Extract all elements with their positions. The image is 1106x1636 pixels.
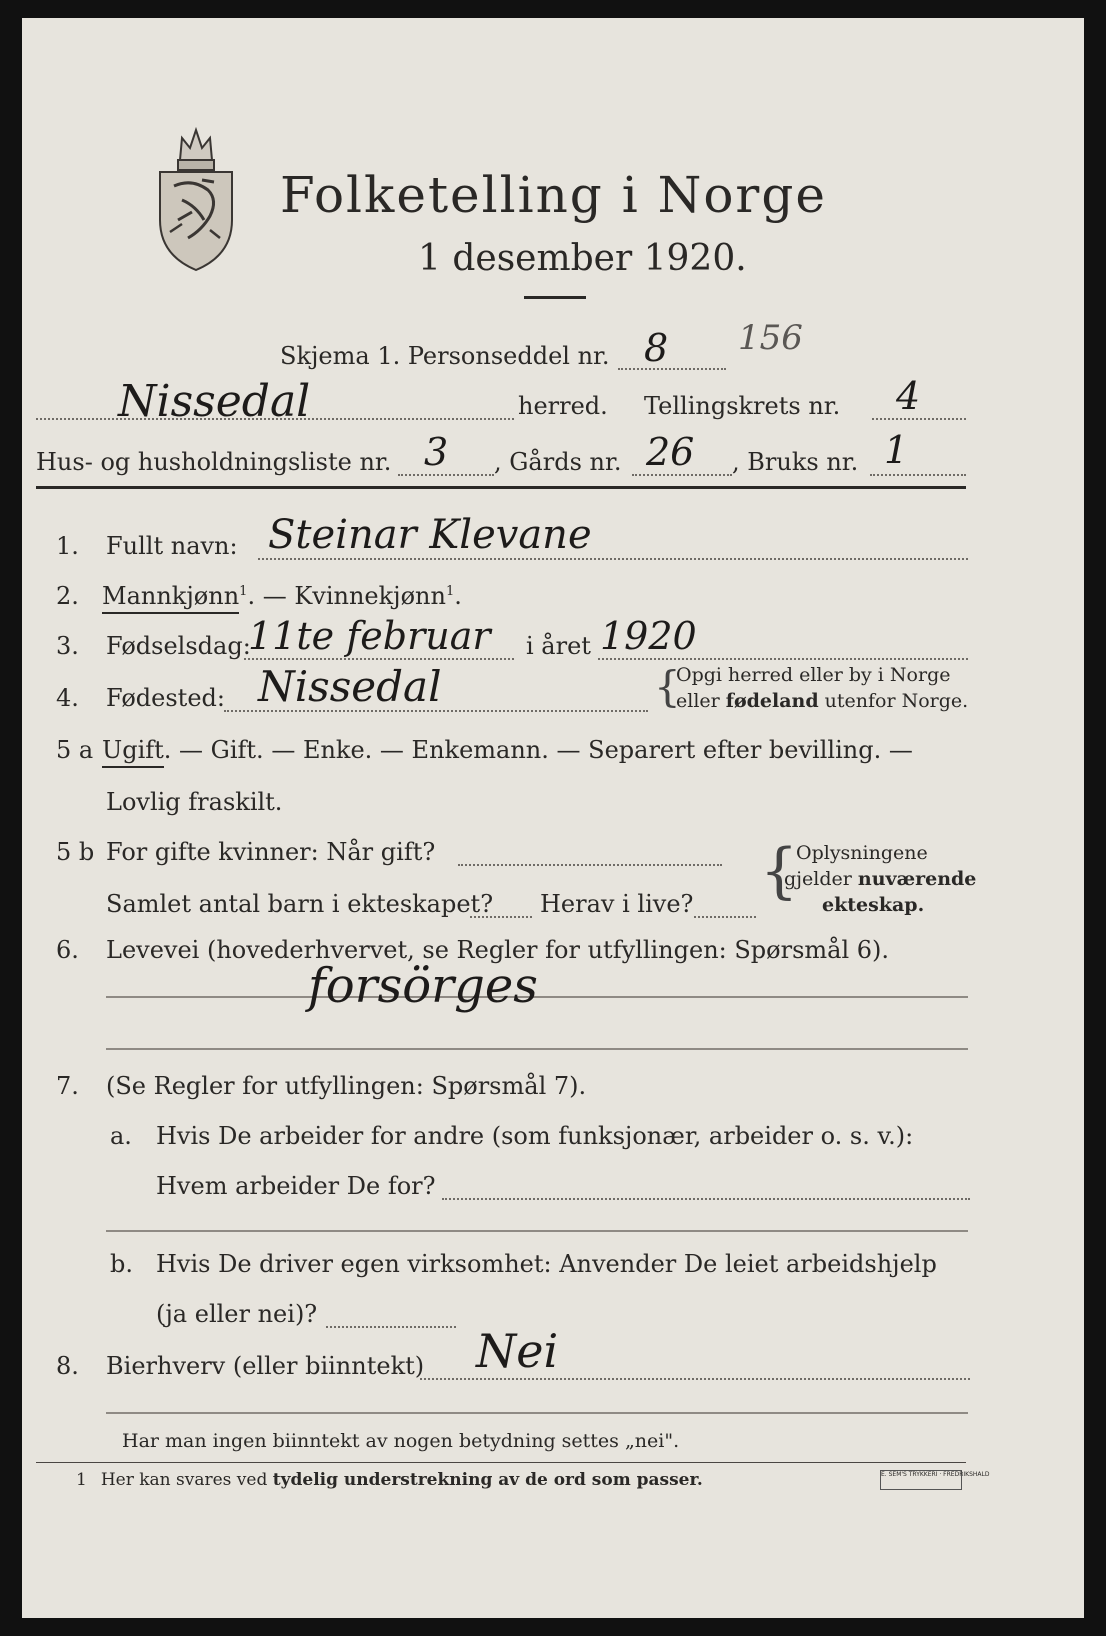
q5b-note-1: Oplysningene [796, 842, 928, 864]
q4-brace: { [654, 662, 681, 711]
antal-barn-line [470, 916, 532, 918]
q5a-number: 5 a [56, 736, 94, 764]
q7b-number: b. [110, 1250, 133, 1278]
q1-full-name[interactable]: Steinar Klevane [268, 512, 592, 558]
q5b-note-2-pre: gjelder [784, 868, 858, 890]
form-title: Folketelling i Norge [280, 166, 827, 224]
gards-label: , Gårds nr. [494, 448, 622, 476]
q5b-note-2-bold: nuværende [857, 868, 977, 890]
gender-separator: . — [247, 582, 295, 610]
birth-year[interactable]: 1920 [600, 614, 697, 658]
printer-stamp: E. SEM'S TRYKKERI · FREDRIKSHALD [880, 1470, 962, 1490]
footnote-ref: 1 [239, 584, 248, 599]
herav-i-live-line [694, 916, 756, 918]
q5b-note-2 [784, 868, 976, 890]
q5a-line2[interactable]: Lovlig fraskilt. [106, 788, 283, 816]
bruks-label: , Bruks nr. [732, 448, 859, 476]
header-rule [36, 486, 966, 489]
footnote-number: 1 [76, 1470, 87, 1490]
q5b-label-1: For gifte kvinner: Når gift? [106, 838, 436, 866]
personseddel-extra: 156 [738, 318, 803, 358]
ugift-option[interactable]: Ugift [102, 736, 164, 768]
q2-number: 2. [56, 582, 79, 610]
q8-line-2 [106, 1412, 968, 1414]
side-income[interactable]: Nei [476, 1324, 559, 1378]
q7b-label: Hvis De driver egen virksomhet: Anvender De leiet arbeidshjelp [156, 1250, 937, 1278]
q6-line-2 [106, 1048, 968, 1050]
skjema-label: Skjema 1. Personseddel nr. [280, 342, 610, 370]
bruks-value[interactable]: 1 [884, 428, 909, 472]
q6-number: 6. [56, 936, 79, 964]
q8-label: Bierhverv (eller biinntekt) [106, 1352, 425, 1380]
occupation[interactable]: forsörges [308, 958, 538, 1014]
q3-label: Fødselsdag: [106, 632, 251, 660]
q5b-label-2: Samlet antal barn i ekteskapet? [106, 890, 494, 918]
herred-label: herred. [518, 392, 608, 420]
q1-number: 1. [56, 532, 79, 560]
q4-number: 4. [56, 684, 79, 712]
gender-end: . [454, 582, 462, 610]
herred-value[interactable]: Nissedal [118, 376, 311, 427]
q3-number: 3. [56, 632, 79, 660]
title-divider [524, 296, 586, 299]
tellingskrets-line [872, 418, 966, 420]
male-option[interactable]: Mannkjønn [102, 582, 239, 614]
q5b-brace: { [760, 836, 799, 906]
q4-note-1: Opgi herred eller by i Norge [676, 664, 951, 686]
personseddel-value[interactable]: 8 [644, 326, 669, 370]
footnote [76, 1470, 703, 1490]
q4-note-2-bold: fødeland [725, 690, 819, 712]
aret-line [598, 658, 968, 660]
q8-number: 8. [56, 1352, 79, 1380]
q5a-status [102, 736, 913, 764]
q7a-label: Hvis De arbeider for andre (som funksjonær, arbeider o. s. v.): [156, 1122, 914, 1150]
census-form-paper [22, 18, 1084, 1618]
q7a-line [442, 1198, 970, 1200]
q7a-line-2 [106, 1230, 968, 1232]
q1-label: Fullt navn: [106, 532, 238, 560]
hus-label: Hus- og husholdningsliste nr. [36, 448, 392, 476]
q7b-line [326, 1326, 456, 1328]
footnote-ref: 1 [445, 584, 455, 599]
aret-label: i året [526, 632, 591, 660]
q6-label: Levevei (hovederhvervet, se Regler for utfyllingen: Spørsmål 6). [106, 936, 890, 964]
q7-label: (Se Regler for utfyllingen: Spørsmål 7). [106, 1072, 587, 1100]
q3-line [244, 658, 514, 660]
personseddel-line [618, 368, 726, 370]
q8-line [420, 1378, 970, 1380]
birth-place[interactable]: Nissedal [258, 662, 442, 711]
q5b-label-3: Herav i live? [540, 890, 694, 918]
q4-note-2-post: utenfor Norge. [818, 690, 969, 712]
q5a-other-options[interactable]: . — Gift. — Enke. — Enkemann. — Separert efter bevilling. — [163, 736, 913, 764]
footnote-bold: tydelig understrekning av de ord som passer. [272, 1470, 703, 1490]
q2-gender [102, 582, 462, 610]
bruks-line [870, 474, 966, 476]
q7a-sub: Hvem arbeider De for? [156, 1172, 436, 1200]
q7a-number: a. [110, 1122, 132, 1150]
footnote-pre: Her kan svares ved [100, 1470, 273, 1490]
tellingskrets-value[interactable]: 4 [896, 374, 921, 418]
gards-line [632, 474, 732, 476]
hus-line [398, 474, 494, 476]
census-date: 1 desember 1920. [418, 238, 747, 279]
gards-value[interactable]: 26 [646, 430, 695, 474]
birth-date[interactable]: 11te februar [248, 614, 491, 658]
q5b-note-3: ekteskap. [822, 894, 925, 916]
q7b-sub: (ja eller nei)? [156, 1300, 318, 1328]
footnote-rule [36, 1462, 966, 1463]
tellingskrets-label: Tellingskrets nr. [644, 392, 841, 420]
q7-number: 7. [56, 1072, 79, 1100]
nar-gift-line [458, 864, 722, 866]
q4-label: Fødested: [106, 684, 225, 712]
q1-line [258, 558, 968, 560]
nei-instruction: Har man ingen biinntekt av nogen betydning settes „nei". [122, 1430, 680, 1452]
q4-note-2-pre: eller [676, 690, 726, 712]
female-option[interactable]: Kvinnekjønn [294, 582, 446, 610]
q4-note-2 [676, 690, 968, 712]
q5b-number: 5 b [56, 838, 95, 866]
hus-value[interactable]: 3 [424, 430, 449, 474]
norway-coat-of-arms-icon [152, 120, 240, 272]
